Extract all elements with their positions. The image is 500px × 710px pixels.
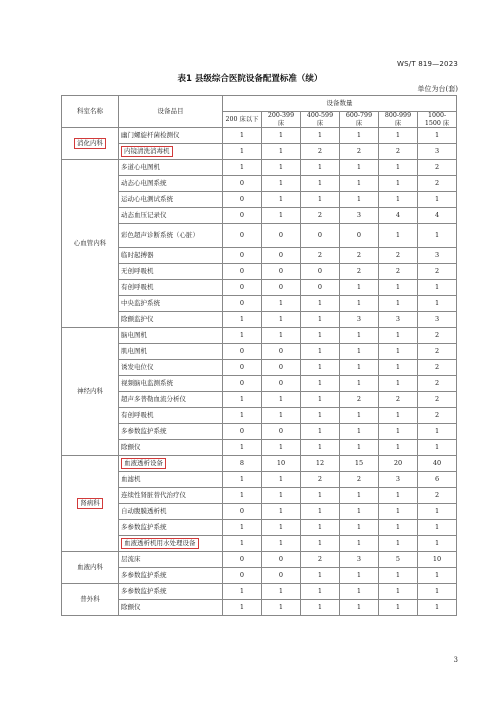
equipment-name: 除颤监护仪: [121, 314, 154, 323]
quantity-cell: 2: [340, 472, 379, 488]
department-cell: [62, 128, 119, 160]
equipment-item-cell: [119, 408, 223, 424]
quantity-cell: 1: [223, 440, 262, 456]
quantity-cell: 2: [418, 264, 457, 280]
header-bed-5: 1000-1500 床: [418, 112, 457, 128]
equipment-item-cell: [119, 128, 223, 144]
quantity-cell: 1: [379, 568, 418, 584]
header-bed-0: 200 床以下: [223, 112, 262, 128]
header-count: 设备数量: [223, 96, 457, 112]
quantity-cell: 0: [262, 552, 301, 568]
table-row: [62, 128, 457, 144]
quantity-cell: 1: [301, 536, 340, 552]
quantity-cell: 1: [301, 176, 340, 192]
department-cell: [62, 584, 119, 616]
quantity-cell: 1: [379, 536, 418, 552]
department-cell: [62, 456, 119, 552]
quantity-cell: 8: [223, 456, 262, 472]
quantity-cell: 0: [223, 176, 262, 192]
table-row: [62, 144, 457, 160]
table-row: [62, 504, 457, 520]
quantity-cell: 1: [340, 192, 379, 208]
quantity-cell: 1: [379, 488, 418, 504]
header-bed-3: 600-799 床: [340, 112, 379, 128]
quantity-cell: 0: [301, 224, 340, 248]
quantity-cell: 2: [418, 328, 457, 344]
equipment-name: 动态心电图系统: [121, 178, 167, 187]
quantity-cell: 0: [301, 280, 340, 296]
equipment-item-cell: [119, 392, 223, 408]
quantity-cell: 1: [262, 176, 301, 192]
quantity-cell: 1: [418, 128, 457, 144]
table-row: [62, 488, 457, 504]
equipment-name: 诱发电位仪: [121, 362, 154, 371]
quantity-cell: 1: [262, 488, 301, 504]
quantity-cell: 1: [340, 424, 379, 440]
quantity-cell: 1: [262, 472, 301, 488]
quantity-cell: 1: [301, 520, 340, 536]
equipment-item-cell: [119, 144, 223, 160]
department-name: 神经内科: [77, 386, 103, 395]
equipment-name: 多参数监护系统: [121, 586, 167, 595]
quantity-cell: 1: [301, 312, 340, 328]
quantity-cell: 1: [262, 584, 301, 600]
quantity-cell: 1: [262, 408, 301, 424]
quantity-cell: 1: [379, 160, 418, 176]
quantity-cell: 1: [340, 600, 379, 616]
quantity-cell: 1: [340, 176, 379, 192]
quantity-cell: 1: [340, 584, 379, 600]
quantity-cell: 1: [301, 296, 340, 312]
quantity-cell: 2: [379, 248, 418, 264]
equipment-name: 有创呼吸机: [121, 410, 154, 419]
quantity-cell: 0: [262, 224, 301, 248]
quantity-cell: 2: [301, 208, 340, 224]
quantity-cell: 2: [418, 344, 457, 360]
quantity-cell: 0: [223, 296, 262, 312]
equipment-item-cell: [119, 344, 223, 360]
quantity-cell: 1: [340, 280, 379, 296]
quantity-cell: 1: [301, 504, 340, 520]
quantity-cell: 2: [340, 248, 379, 264]
quantity-cell: 1: [418, 296, 457, 312]
quantity-cell: 15: [340, 456, 379, 472]
quantity-cell: 1: [223, 520, 262, 536]
quantity-cell: 0: [262, 264, 301, 280]
table-row: [62, 264, 457, 280]
quantity-cell: 2: [340, 264, 379, 280]
quantity-cell: 1: [262, 312, 301, 328]
quantity-cell: 2: [379, 264, 418, 280]
quantity-cell: 1: [379, 128, 418, 144]
quantity-cell: 3: [379, 312, 418, 328]
equipment-name: 内镜清洗消毒机: [121, 146, 173, 157]
equipment-name: 多参数监护系统: [121, 522, 167, 531]
equipment-item-cell: [119, 376, 223, 392]
quantity-cell: 1: [379, 296, 418, 312]
quantity-cell: 40: [418, 456, 457, 472]
equipment-name: 运动心电测试系统: [121, 194, 173, 203]
quantity-cell: 2: [340, 144, 379, 160]
quantity-cell: 1: [223, 488, 262, 504]
quantity-cell: 0: [262, 280, 301, 296]
quantity-cell: 1: [379, 360, 418, 376]
table-row: [62, 296, 457, 312]
quantity-cell: 0: [262, 248, 301, 264]
quantity-cell: 2: [418, 488, 457, 504]
quantity-cell: 1: [262, 192, 301, 208]
quantity-cell: 2: [340, 392, 379, 408]
quantity-cell: 1: [379, 176, 418, 192]
quantity-cell: 1: [379, 192, 418, 208]
quantity-cell: 1: [379, 376, 418, 392]
quantity-cell: 1: [301, 600, 340, 616]
table-row: [62, 312, 457, 328]
quantity-cell: 1: [262, 328, 301, 344]
table-row: [62, 208, 457, 224]
equipment-item-cell: [119, 552, 223, 568]
quantity-cell: 1: [340, 128, 379, 144]
table-body: [62, 128, 457, 616]
table-row: [62, 520, 457, 536]
quantity-cell: 0: [340, 224, 379, 248]
quantity-cell: 1: [223, 392, 262, 408]
quantity-cell: 1: [223, 312, 262, 328]
quantity-cell: 0: [223, 224, 262, 248]
quantity-cell: 1: [379, 600, 418, 616]
quantity-cell: 1: [223, 328, 262, 344]
quantity-cell: 1: [223, 144, 262, 160]
quantity-cell: 1: [340, 504, 379, 520]
quantity-cell: 1: [379, 328, 418, 344]
table-row: [62, 456, 457, 472]
equipment-name: 临时起搏器: [121, 250, 154, 259]
table-row: [62, 408, 457, 424]
table-row: [62, 376, 457, 392]
quantity-cell: 1: [418, 440, 457, 456]
equipment-item-cell: [119, 296, 223, 312]
quantity-cell: 0: [223, 504, 262, 520]
quantity-cell: 2: [418, 176, 457, 192]
quantity-cell: 0: [223, 208, 262, 224]
table-row: [62, 600, 457, 616]
quantity-cell: 1: [340, 568, 379, 584]
quantity-cell: 1: [379, 520, 418, 536]
quantity-cell: 1: [340, 408, 379, 424]
quantity-cell: 1: [262, 296, 301, 312]
equipment-name: 幽门螺旋杆菌检测仪: [121, 130, 180, 139]
table-row: [62, 360, 457, 376]
quantity-cell: 1: [262, 128, 301, 144]
department-name: 普外科: [80, 594, 100, 603]
equipment-item-cell: [119, 424, 223, 440]
equipment-item-cell: [119, 248, 223, 264]
table-row: [62, 176, 457, 192]
quantity-cell: 1: [262, 392, 301, 408]
equipment-item-cell: [119, 176, 223, 192]
equipment-item-cell: [119, 160, 223, 176]
quantity-cell: 20: [379, 456, 418, 472]
quantity-cell: 1: [223, 160, 262, 176]
quantity-cell: 1: [379, 504, 418, 520]
department-cell: [62, 328, 119, 456]
quantity-cell: 1: [301, 328, 340, 344]
quantity-cell: 3: [418, 312, 457, 328]
quantity-cell: 1: [262, 144, 301, 160]
equipment-item-cell: [119, 504, 223, 520]
quantity-cell: 3: [340, 208, 379, 224]
table-row: [62, 344, 457, 360]
quantity-cell: 1: [301, 360, 340, 376]
quantity-cell: 1: [223, 128, 262, 144]
quantity-cell: 1: [301, 408, 340, 424]
quantity-cell: 0: [301, 264, 340, 280]
quantity-cell: 5: [379, 552, 418, 568]
equipment-name: 脑电图机: [121, 330, 147, 339]
equipment-name: 视频脑电监测系统: [121, 378, 173, 387]
department-cell: [62, 552, 119, 584]
equipment-item-cell: [119, 328, 223, 344]
quantity-cell: 1: [379, 224, 418, 248]
quantity-cell: 1: [301, 376, 340, 392]
quantity-cell: 0: [262, 568, 301, 584]
quantity-cell: 0: [223, 192, 262, 208]
table-row: [62, 472, 457, 488]
quantity-cell: 2: [379, 392, 418, 408]
quantity-cell: 2: [301, 472, 340, 488]
quantity-cell: 1: [340, 296, 379, 312]
quantity-cell: 1: [418, 568, 457, 584]
quantity-cell: 1: [340, 536, 379, 552]
quantity-cell: 1: [262, 208, 301, 224]
equipment-name: 多道心电图机: [121, 162, 160, 171]
quantity-cell: 1: [379, 424, 418, 440]
quantity-cell: 10: [418, 552, 457, 568]
quantity-cell: 1: [223, 584, 262, 600]
quantity-cell: 1: [301, 488, 340, 504]
quantity-cell: 12: [301, 456, 340, 472]
quantity-cell: 4: [379, 208, 418, 224]
equipment-name: 超声多普勒血流分析仪: [121, 394, 186, 403]
quantity-cell: 0: [262, 344, 301, 360]
quantity-cell: 1: [223, 408, 262, 424]
quantity-cell: 1: [301, 392, 340, 408]
header-item: 设备品目: [119, 96, 223, 128]
equipment-item-cell: [119, 208, 223, 224]
quantity-cell: 0: [223, 264, 262, 280]
quantity-cell: 1: [301, 192, 340, 208]
quantity-cell: 3: [418, 144, 457, 160]
quantity-cell: 1: [418, 280, 457, 296]
quantity-cell: 0: [223, 568, 262, 584]
equipment-name: 动态血压记录仪: [121, 210, 167, 219]
quantity-cell: 2: [301, 248, 340, 264]
equipment-item-cell: [119, 280, 223, 296]
table-row: [62, 280, 457, 296]
table-row: [62, 536, 457, 552]
department-name: 消化内科: [74, 138, 106, 149]
quantity-cell: 1: [301, 160, 340, 176]
quantity-cell: 1: [418, 424, 457, 440]
quantity-cell: 0: [223, 360, 262, 376]
department-name: 血液内科: [77, 562, 103, 571]
quantity-cell: 0: [223, 248, 262, 264]
equipment-name: 中央监护系统: [121, 298, 160, 307]
quantity-cell: 1: [418, 224, 457, 248]
equipment-item-cell: [119, 456, 223, 472]
equipment-item-cell: [119, 264, 223, 280]
quantity-cell: 0: [223, 344, 262, 360]
quantity-cell: 2: [418, 360, 457, 376]
equipment-name: 血液透析机用水处理设备: [121, 538, 199, 549]
table-row: [62, 224, 457, 248]
quantity-cell: 1: [418, 520, 457, 536]
quantity-cell: 1: [340, 440, 379, 456]
equipment-name: 层流床: [121, 554, 141, 563]
quantity-cell: 1: [301, 344, 340, 360]
quantity-cell: 1: [340, 344, 379, 360]
table-row: [62, 424, 457, 440]
quantity-cell: 1: [418, 584, 457, 600]
quantity-cell: 1: [301, 568, 340, 584]
quantity-cell: 1: [379, 584, 418, 600]
quantity-cell: 2: [418, 392, 457, 408]
quantity-cell: 1: [301, 440, 340, 456]
quantity-cell: 1: [379, 344, 418, 360]
equipment-name: 多参数监护系统: [121, 570, 167, 579]
quantity-cell: 1: [262, 440, 301, 456]
equipment-item-cell: [119, 440, 223, 456]
quantity-cell: 1: [340, 160, 379, 176]
quantity-cell: 3: [340, 552, 379, 568]
quantity-cell: 1: [262, 520, 301, 536]
quantity-cell: 1: [379, 280, 418, 296]
quantity-cell: 1: [223, 472, 262, 488]
department-cell: [62, 160, 119, 328]
equipment-item-cell: [119, 312, 223, 328]
equipment-item-cell: [119, 472, 223, 488]
quantity-cell: 1: [418, 536, 457, 552]
equipment-item-cell: [119, 568, 223, 584]
quantity-cell: 1: [262, 536, 301, 552]
page-number: 3: [453, 656, 458, 664]
equipment-name: 无创呼吸机: [121, 266, 154, 275]
quantity-cell: 4: [418, 208, 457, 224]
equipment-item-cell: [119, 224, 223, 248]
table-row: [62, 160, 457, 176]
equipment-item-cell: [119, 536, 223, 552]
quantity-cell: 3: [379, 472, 418, 488]
quantity-cell: 1: [340, 376, 379, 392]
quantity-cell: 10: [262, 456, 301, 472]
table-row: [62, 568, 457, 584]
quantity-cell: 3: [340, 312, 379, 328]
quantity-cell: 1: [223, 600, 262, 616]
equipment-name: 血滤机: [121, 474, 141, 483]
equipment-table: [61, 95, 457, 616]
quantity-cell: 1: [340, 328, 379, 344]
quantity-cell: 1: [418, 192, 457, 208]
equipment-name: 除颤仪: [121, 442, 141, 451]
quantity-cell: 2: [301, 144, 340, 160]
table-row: [62, 392, 457, 408]
quantity-cell: 1: [262, 504, 301, 520]
quantity-cell: 2: [379, 144, 418, 160]
equipment-item-cell: [119, 360, 223, 376]
table-row: [62, 584, 457, 600]
equipment-item-cell: [119, 488, 223, 504]
table-row: [62, 552, 457, 568]
equipment-item-cell: [119, 192, 223, 208]
quantity-cell: 2: [418, 376, 457, 392]
equipment-name: 多参数监护系统: [121, 426, 167, 435]
equipment-name: 除颤仪: [121, 602, 141, 611]
header-bed-4: 800-999 床: [379, 112, 418, 128]
quantity-cell: 0: [223, 424, 262, 440]
quantity-cell: 6: [418, 472, 457, 488]
quantity-cell: 1: [379, 440, 418, 456]
quantity-cell: 0: [262, 376, 301, 392]
quantity-cell: 2: [418, 160, 457, 176]
quantity-cell: 0: [223, 552, 262, 568]
standard-code: WS/T 819—2023: [397, 60, 458, 68]
quantity-cell: 1: [223, 536, 262, 552]
quantity-cell: 1: [301, 584, 340, 600]
equipment-name: 连续性肾脏替代治疗仪: [121, 490, 186, 499]
quantity-cell: 1: [301, 128, 340, 144]
table-row: [62, 440, 457, 456]
equipment-item-cell: [119, 600, 223, 616]
quantity-cell: 2: [301, 552, 340, 568]
quantity-cell: 1: [418, 504, 457, 520]
equipment-name: 肌电图机: [121, 346, 147, 355]
table-row: [62, 192, 457, 208]
quantity-cell: 0: [223, 280, 262, 296]
header-bed-2: 400-599 床: [301, 112, 340, 128]
quantity-cell: 1: [418, 600, 457, 616]
quantity-cell: 1: [340, 360, 379, 376]
equipment-name: 血液透析设备: [121, 458, 166, 469]
table-title: 表1 县级综合医院设备配置标准（续）: [177, 74, 323, 84]
quantity-cell: 3: [418, 248, 457, 264]
equipment-item-cell: [119, 520, 223, 536]
table-row: [62, 248, 457, 264]
quantity-cell: 2: [418, 408, 457, 424]
quantity-cell: 0: [262, 424, 301, 440]
quantity-cell: 0: [223, 376, 262, 392]
table-row: [62, 328, 457, 344]
quantity-cell: 0: [262, 360, 301, 376]
equipment-item-cell: [119, 584, 223, 600]
quantity-cell: 1: [262, 160, 301, 176]
header-bed-1: 200-399 床: [262, 112, 301, 128]
equipment-name: 自动腹膜透析机: [121, 506, 167, 515]
equipment-name: 彩色超声诊断系统（心脏）: [121, 230, 199, 239]
quantity-cell: 1: [340, 488, 379, 504]
department-name: 肾病科: [77, 498, 103, 509]
header-dept: 科室名称: [62, 96, 119, 128]
quantity-cell: 1: [379, 408, 418, 424]
quantity-cell: 1: [340, 520, 379, 536]
equipment-name: 有创呼吸机: [121, 282, 154, 291]
department-name: 心血管内科: [73, 238, 107, 247]
quantity-cell: 1: [262, 600, 301, 616]
quantity-cell: 1: [301, 424, 340, 440]
unit-note: 单位为台(套): [417, 85, 458, 93]
